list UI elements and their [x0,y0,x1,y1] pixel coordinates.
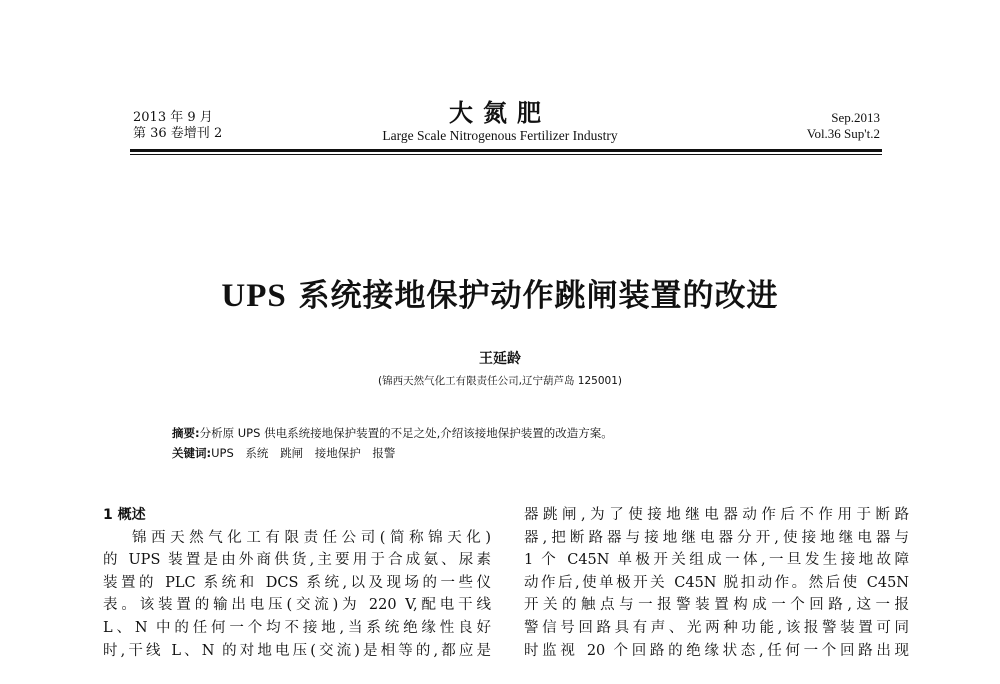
issue-date-en-block [807,110,880,142]
body-column-left [103,504,491,662]
body-line: 时,干线 L、N 的对地电压(交流)是相等的,都应是 [103,642,491,659]
body-line: 器,把断路器与接地继电器分开,使接地继电器与 [524,529,909,546]
article-title-cn: 系统接地保护动作跳闸装置的改进 [286,278,779,314]
issue-date: 2013 年 9 月 [133,110,213,125]
keywords-label: 关键词: [172,446,212,460]
section-heading: 1 概述 [103,507,146,523]
issue-date-en: Sep.2013 [831,110,880,125]
body-line: 器跳闸,为了使接地继电器动作后不作用于断路 [524,507,909,523]
header-rule-thin [130,154,882,155]
journal-logo: 大氮肥 [449,98,551,127]
body-line: 表。该装置的输出电压(交流)为 220 V,配电干线 [103,597,491,614]
author-affiliation: (锦西天然气化工有限责任公司,辽宁葫芦岛 125001) [378,375,622,387]
body-column-right [524,504,909,662]
body-line: L、N 中的任何一个均不接地,当系统绝缘性良好 [103,619,491,636]
body-line: 锦西天然气化工有限责任公司(简称锦天化) [132,529,491,546]
article-title-en: UPS [221,278,287,314]
keywords-text: UPS 系统 跳闸 接地保护 报警 [211,446,396,460]
abstract-text: 分析原 UPS 供电系统接地保护装置的不足之处,介绍该接地保护装置的改造方案。 [199,426,613,440]
body-line: 装置的 PLC 系统和 DCS 系统,以及现场的一些仪 [103,574,491,591]
volume-issue-en: Vol.36 Sup't.2 [806,126,880,141]
author-name: 王延龄 [479,351,521,367]
body-line: 开关的触点与一报警装置构成一个回路,这一报 [524,597,909,614]
header-rule-thick [130,149,882,152]
body-line: 1 个 C45N 单极开关组成一体,一旦发生接地故障 [524,552,909,569]
article-title [0,270,1000,315]
journal-english-name: Large Scale Nitrogenous Fertilizer Industry [382,128,618,143]
volume-issue: 第 36 卷增刊 2 [133,126,223,141]
keywords [172,445,395,461]
abstract [172,425,613,441]
body-line: 时监视 20 个回路的绝缘状态,任何一个回路出现 [524,642,909,659]
body-line: 警信号回路具有声、光两种功能,该报警装置可同 [524,619,909,636]
abstract-label: 摘要: [172,426,200,440]
body-line: 动作后,使单极开关 C45N 脱扣动作。然后使 C45N [524,574,909,591]
body-line: 的 UPS 装置是由外商供货,主要用于合成氨、尿素 [103,552,491,569]
